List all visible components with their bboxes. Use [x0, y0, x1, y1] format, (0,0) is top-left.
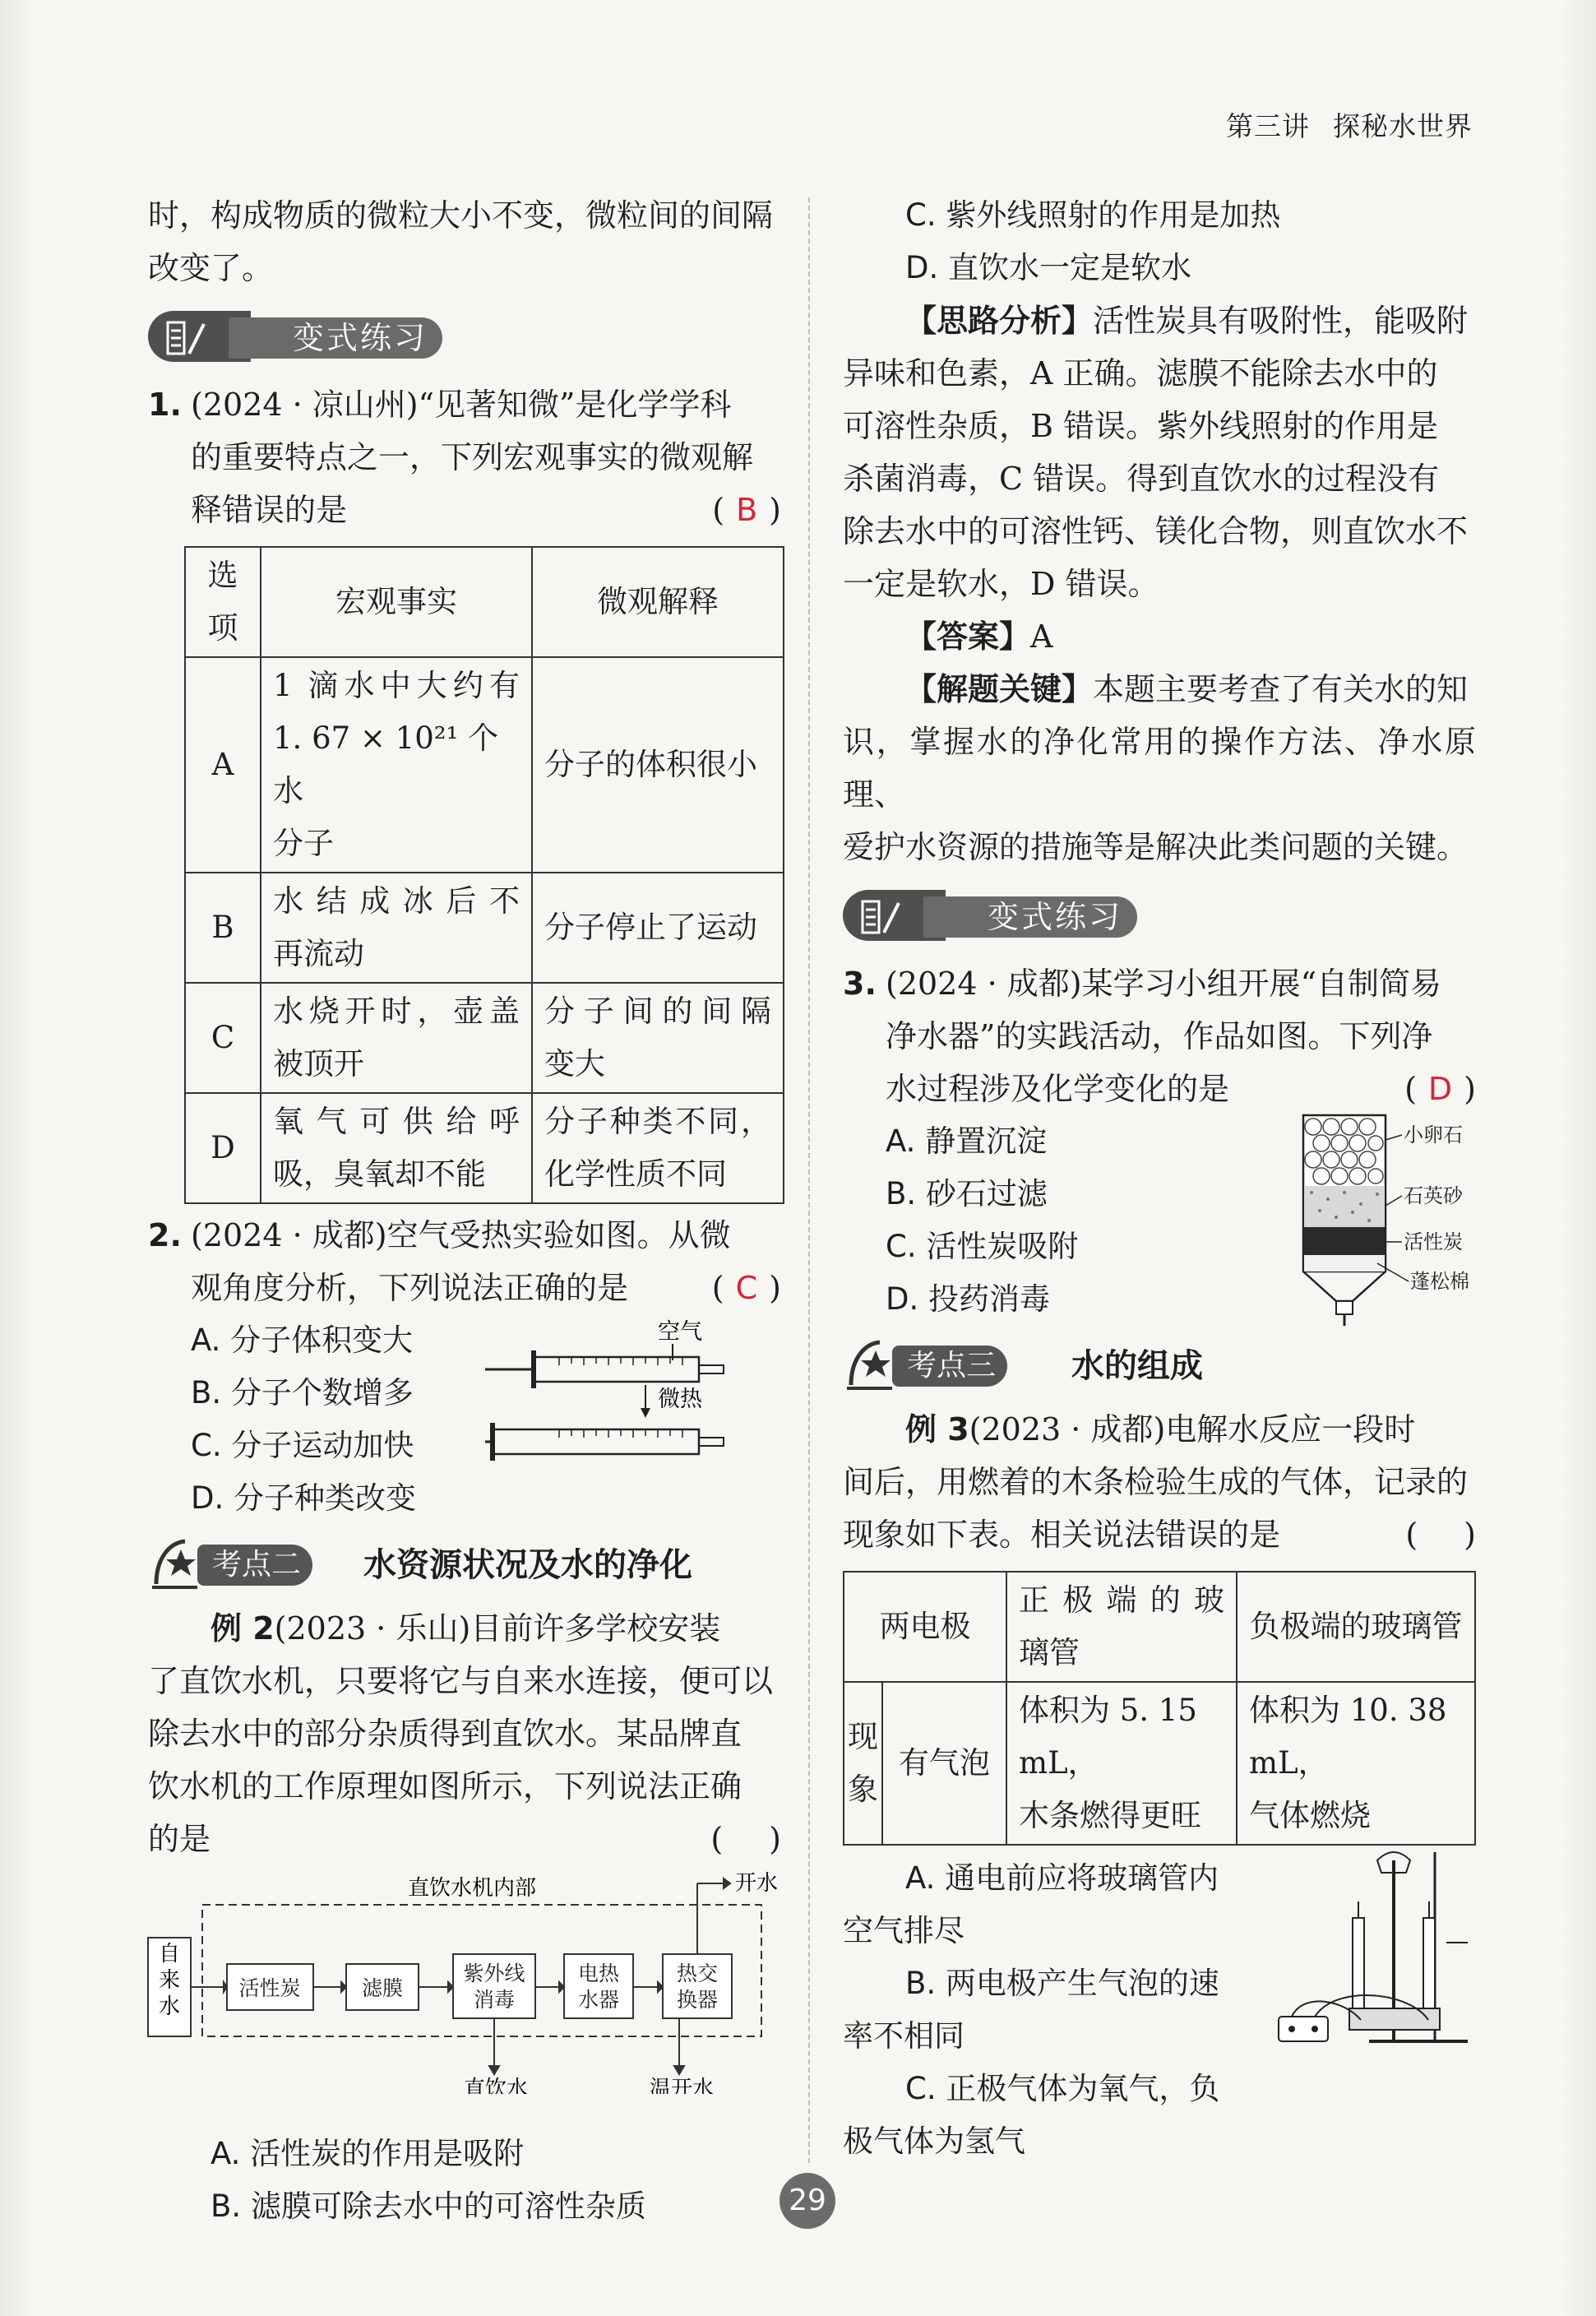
- analysis-block: [843, 294, 1476, 610]
- source-label: 自来水: [158, 1942, 181, 2019]
- option: C. 紫外线照射的作用是加热: [905, 197, 1281, 233]
- option: D. 投药消毒: [886, 1281, 1051, 1317]
- step-label: 换器: [676, 1988, 719, 2012]
- option: D. 分子种类改变: [191, 1480, 417, 1516]
- question-line: 释错误的是 ( B ): [191, 492, 781, 528]
- table-row: 现 象 有气泡 体积为 5. 15 mL， 木条燃得更旺 体积为 10. 38 mL， 气体燃烧: [844, 1682, 1475, 1845]
- question-line: 水过程涉及化学变化的是 ( D ): [886, 1071, 1476, 1107]
- topic-badge: 考点二: [197, 1545, 312, 1586]
- option: 空气排尽: [843, 1913, 965, 1948]
- option: A. 静置沉淀: [886, 1123, 1048, 1159]
- option: B. 砂石过滤: [886, 1176, 1048, 1211]
- example-2: [148, 1602, 781, 1865]
- analysis-line: 【思路分析】活性炭具有吸附性，能吸附: [905, 303, 1469, 339]
- example-line: 现象如下表。相关说法错误的是 ( ): [843, 1517, 1476, 1553]
- question-number: 2.: [148, 1217, 182, 1253]
- electrolysis-apparatus-figure: [1270, 1844, 1484, 2066]
- question-line: (2024 · 成都)某学习小组开展“自制简易: [886, 966, 1442, 1002]
- table-row: A 1 滴水中大约有 1. 67 × 10²¹ 个水 分子 分子的体积很小: [185, 657, 784, 873]
- step-label: 滤膜: [361, 1976, 404, 2000]
- page-number: 29: [779, 2173, 835, 2229]
- table-header: 负极端的玻璃管: [1237, 1572, 1475, 1682]
- topic-title: 水的组成: [1071, 1347, 1203, 1385]
- question-line: 净水器”的实践活动，作品如图。下列净: [886, 1018, 1433, 1054]
- book-lines-icon: [861, 900, 902, 934]
- answer-value: A: [1030, 618, 1053, 655]
- analysis-label: 【思路分析】: [905, 303, 1094, 339]
- example-3: [843, 1403, 1476, 1561]
- option: B. 分子个数增多: [191, 1375, 414, 1410]
- quartz-sand-label: 石英砂: [1404, 1184, 1463, 1207]
- option: 率不相同: [843, 2018, 965, 2054]
- option: A. 通电前应将玻璃管内: [905, 1860, 1219, 1896]
- example-line: 的是 ( ): [148, 1821, 781, 1857]
- question-line: 观角度分析，下列说法正确的是 ( C ): [191, 1270, 781, 1306]
- table-header: 选项: [185, 547, 261, 657]
- table-header: 两电极: [844, 1572, 1006, 1682]
- table-header: 正极端的玻 璃管: [1006, 1572, 1237, 1682]
- option: 极气体为氢气: [843, 2124, 1025, 2159]
- column-divider: [808, 197, 810, 2163]
- lesson-title: 探秘水世界: [1333, 110, 1473, 142]
- example-line: 间后，用燃着的木条检验生成的气体，记录的: [843, 1464, 1469, 1500]
- key-line: 【解题关键】本题主要考查了有关水的知: [905, 671, 1469, 707]
- key-label: 【解题关键】: [905, 671, 1094, 707]
- air-label: 空气: [658, 1319, 702, 1345]
- answer-line: [843, 610, 1476, 663]
- answer-mark: D: [1427, 1071, 1453, 1107]
- question-2: [148, 1209, 781, 1314]
- example-line: 了直饮水机，只要将它与自来水连接，便可以: [148, 1663, 774, 1699]
- page-header: [1203, 105, 1473, 144]
- continued-text-line: 时，构成物质的微粒大小不变，微粒间的间隔: [148, 197, 774, 234]
- q3-options-and-figure: [843, 1115, 1476, 1326]
- pebble-label: 小卵石: [1404, 1123, 1463, 1146]
- option: C. 分子运动加快: [191, 1428, 414, 1463]
- analysis-line: 可溶性杂质，B 错误。紫外线照射的作用是: [843, 408, 1439, 444]
- question-1: [148, 378, 781, 536]
- topic-2-heading: [148, 1535, 781, 1596]
- question-line: (2024 · 成都)空气受热实验如图。从微: [191, 1217, 731, 1253]
- answer-mark: B: [736, 492, 758, 528]
- analysis-line: 杀菌消毒，C 错误。得到直饮水的过程没有: [843, 461, 1440, 497]
- table-row: C 水烧开时，壶盖 被顶开 分子间的间隔 变大: [185, 983, 784, 1093]
- step-label: 活性炭: [238, 1976, 301, 2000]
- water-filter-figure: [1287, 1107, 1484, 1329]
- option: A. 分子体积变大: [191, 1322, 414, 1358]
- step-label: 紫外线: [463, 1962, 525, 1985]
- practice-banner: [148, 309, 781, 367]
- step-label: 热交: [676, 1962, 719, 1985]
- table-row: D 氧气可供给呼 吸，臭氧却不能 分子种类不同， 化学性质不同: [185, 1093, 784, 1203]
- warm-water-label: 温开水: [650, 2077, 715, 2094]
- practice-label: 变式练习: [229, 317, 442, 359]
- question-line: (2024 · 凉山州)“见著知微”是化学学科: [191, 387, 732, 423]
- cotton-label: 蓬松棉: [1410, 1270, 1469, 1293]
- book-lines-icon: [166, 321, 207, 355]
- option: B. 两电极产生气泡的速: [905, 1966, 1219, 2001]
- syringe-figure: [485, 1314, 781, 1471]
- q1-table: [184, 546, 784, 1204]
- table-row: B 水结成冰后不 再流动 分子停止了运动: [185, 873, 784, 983]
- diagram-title: 直饮水机内部: [408, 1876, 537, 1901]
- continued-text-line: 改变了。: [148, 250, 274, 286]
- key-line: 爱护水资源的措施等是解决此类问题的关键。: [843, 829, 1469, 865]
- key-line: 识，掌握水的净化常用的操作方法、净水原理、: [843, 724, 1476, 813]
- topic-3-heading: [843, 1336, 1476, 1397]
- answer-label: 【答案】: [905, 618, 1031, 655]
- question-line: 的重要特点之一，下列宏观事实的微观解: [191, 439, 754, 475]
- example-line: 例 3(2023 · 成都)电解水反应一段时: [905, 1411, 1416, 1448]
- topic-title: 水资源状况及水的净化: [363, 1546, 692, 1584]
- option: A. 活性炭的作用是吸附: [210, 2136, 525, 2171]
- analysis-line: 一定是软水，D 错误。: [843, 566, 1159, 602]
- step-label: 消毒: [473, 1988, 516, 2012]
- right-column: [843, 189, 1476, 2168]
- topic-badge: 考点三: [892, 1346, 1007, 1387]
- practice-label: 变式练习: [923, 896, 1137, 938]
- question-number: 3.: [843, 966, 877, 1002]
- practice-banner: [843, 888, 1476, 946]
- lesson-number: 第三讲: [1226, 110, 1310, 142]
- option: B. 滤膜可除去水中的可溶性杂质: [210, 2189, 646, 2224]
- table-header: 微观解释: [532, 547, 784, 657]
- example-line: 例 2(2023 · 乐山)目前许多学校安装: [210, 1610, 721, 1647]
- ex3-options-and-figure: [843, 1852, 1476, 2168]
- answer-mark: C: [735, 1270, 758, 1306]
- example-line: 除去水中的部分杂质得到直饮水。某品牌直: [148, 1716, 742, 1752]
- example-label: 例 3: [905, 1411, 969, 1448]
- step-label: 水器: [577, 1988, 620, 2012]
- key-block: [843, 663, 1476, 873]
- heat-label: 微热: [658, 1387, 702, 1412]
- example-label: 例 2: [210, 1610, 275, 1647]
- ex3-table: [843, 1571, 1476, 1846]
- direct-water-label: 直饮水: [464, 2077, 529, 2094]
- boiling-water-label: 开水: [735, 1872, 779, 1896]
- option: C. 正极气体为氧气，负: [905, 2071, 1220, 2106]
- analysis-line: 异味和色素，A 正确。滤膜不能除去水中的: [843, 355, 1438, 391]
- analysis-line: 除去水中的可溶性钙、镁化合物，则直饮水不: [843, 513, 1469, 549]
- question-3: [843, 957, 1476, 1115]
- option: C. 活性炭吸附: [886, 1229, 1079, 1264]
- table-header: 宏观事实: [261, 547, 532, 657]
- question-number: 1.: [148, 387, 182, 423]
- activated-carbon-label: 活性炭: [1404, 1230, 1463, 1253]
- step-label: 电热: [577, 1962, 620, 1985]
- left-column: [148, 189, 781, 2233]
- q2-options-and-figure: [148, 1314, 781, 1525]
- water-dispenser-diagram: [145, 1872, 786, 2094]
- option: D. 直饮水一定是软水: [905, 250, 1192, 285]
- example-line: 饮水机的工作原理如图所示，下列说法正确: [148, 1768, 742, 1804]
